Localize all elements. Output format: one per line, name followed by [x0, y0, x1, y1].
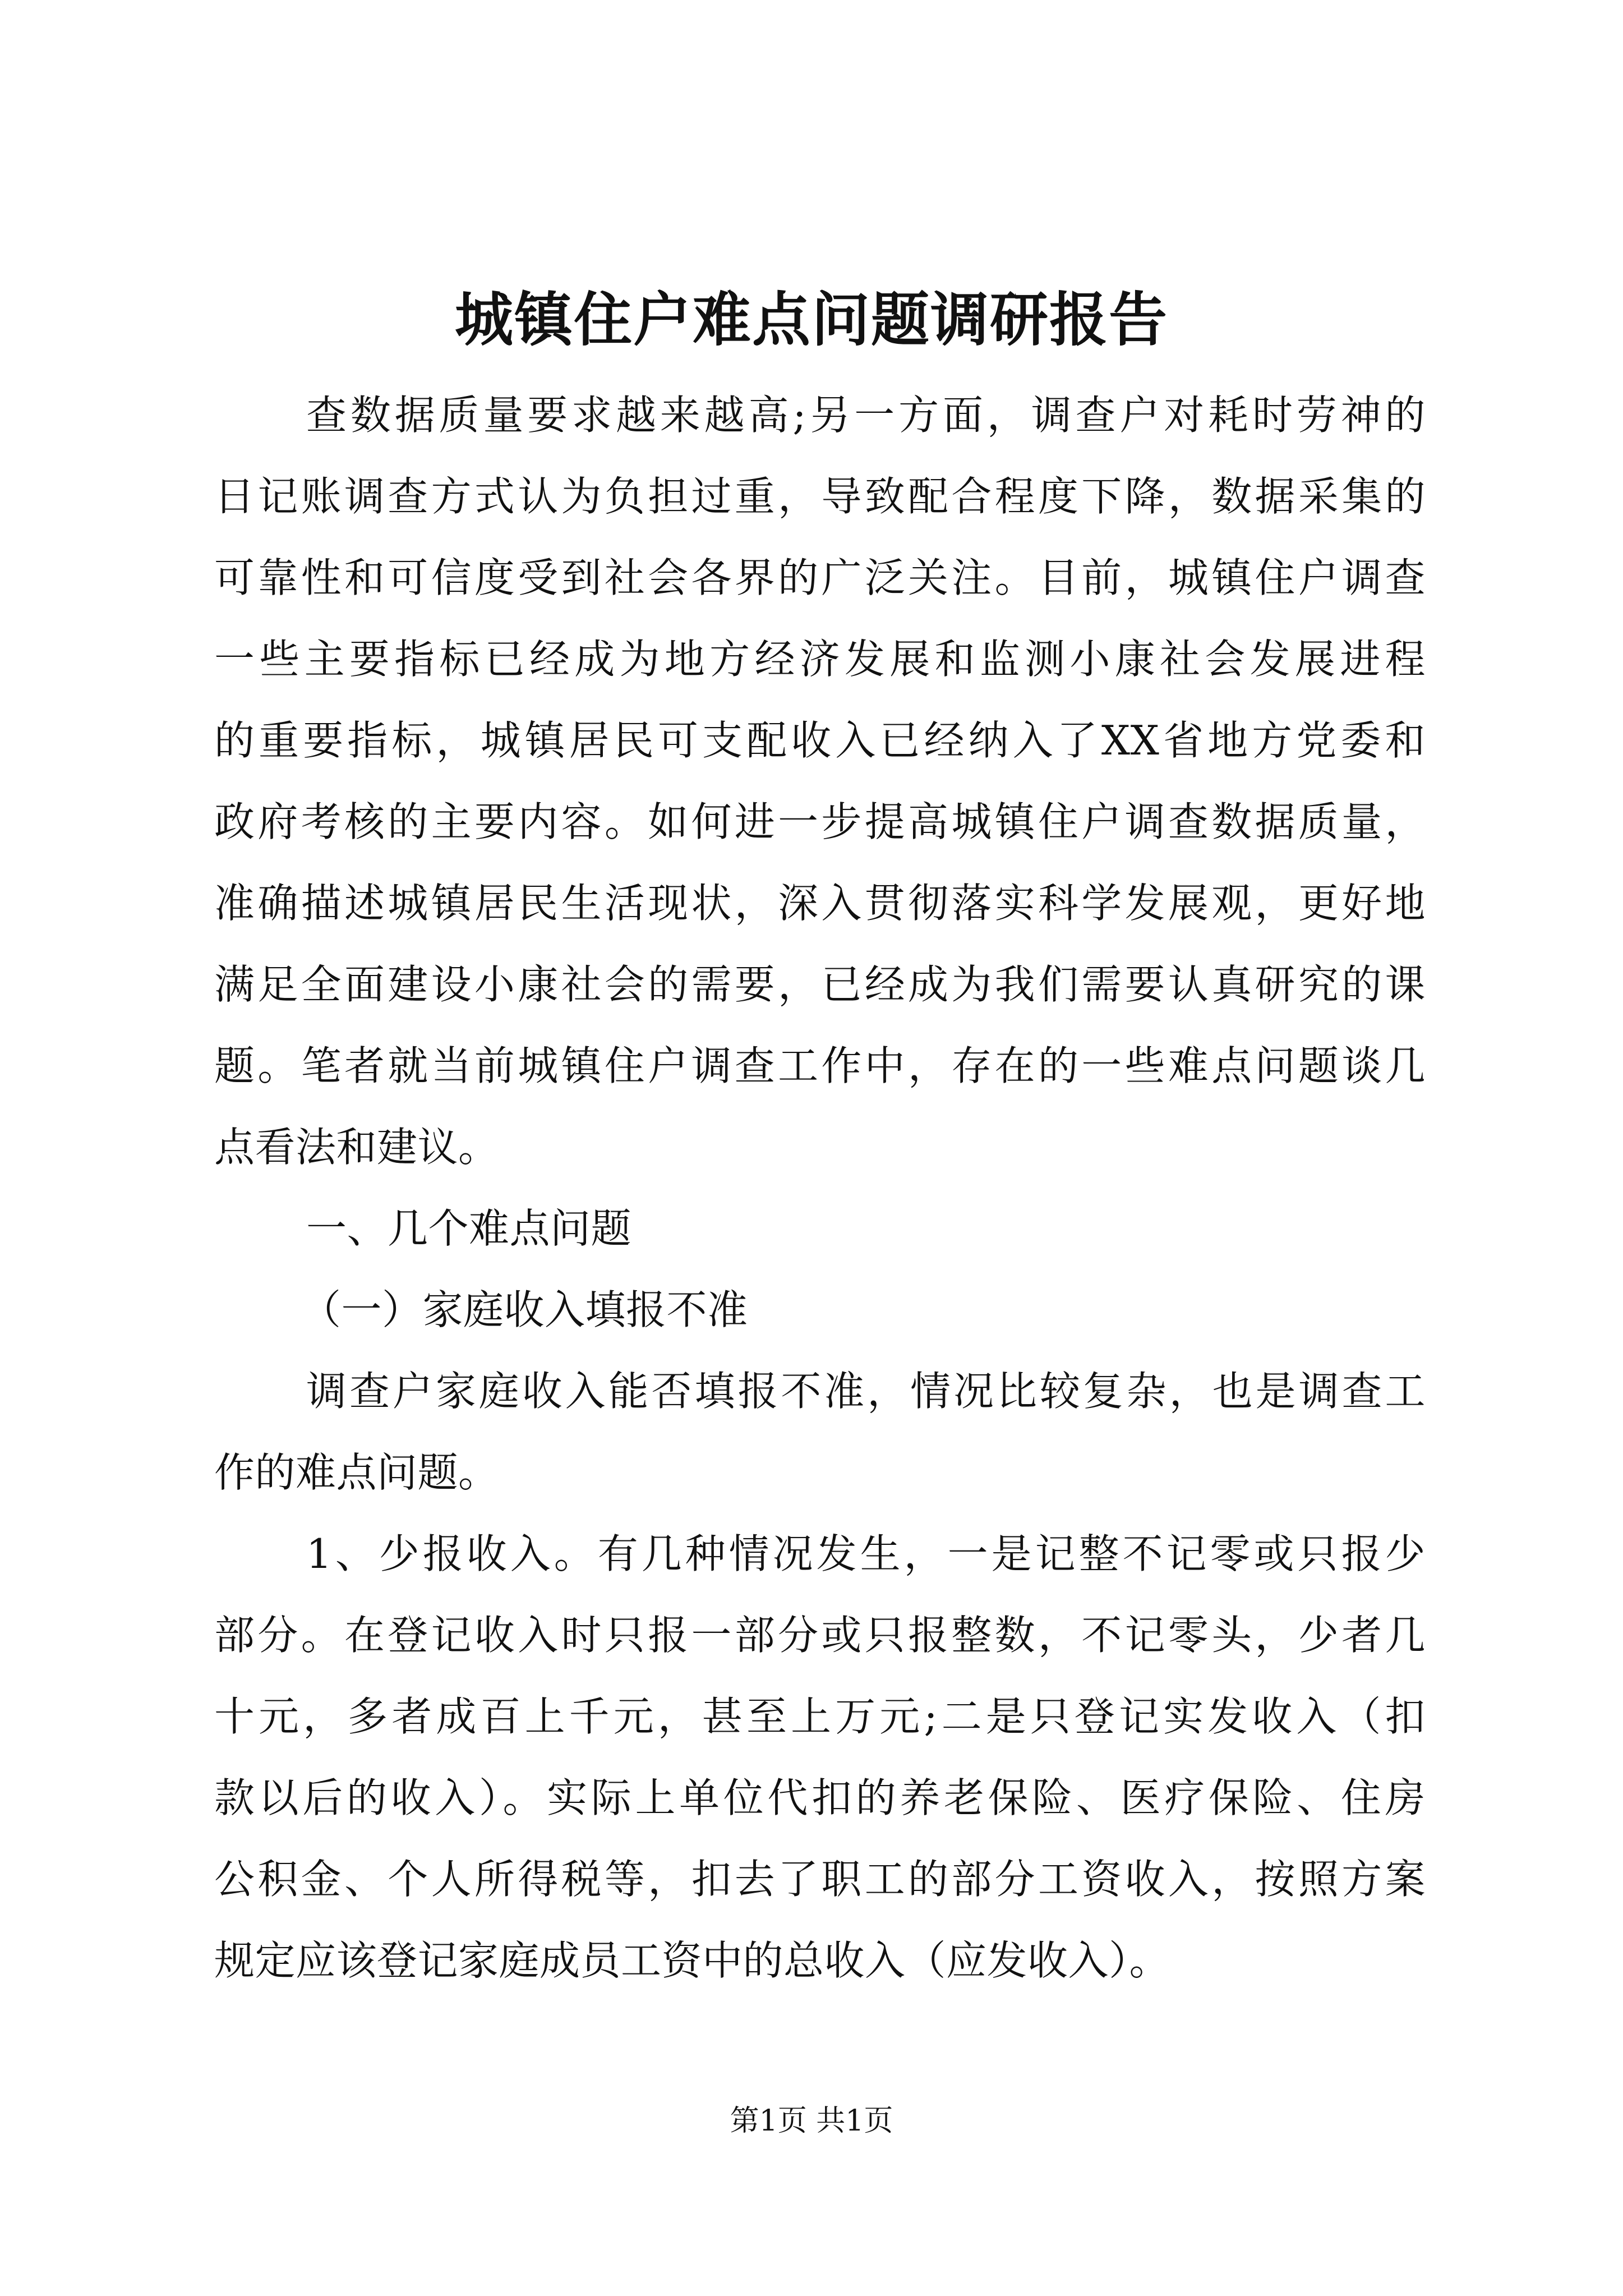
paragraph-line: 题。笔者就当前城镇住户调查工作中，存在的一些难点问题谈几	[214, 1042, 1426, 1089]
paragraph-line: 款以后的收入）。实际上单位代扣的养老保险、医疗保险、住房	[214, 1774, 1426, 1821]
paragraph-line: 政府考核的主要内容。如何进一步提高城镇住户调查数据质量，	[214, 798, 1426, 845]
paragraph-line: 准确描述城镇居民生活现状，深入贯彻落实科学发展观，更好地	[214, 880, 1426, 927]
paragraph-line: 部分。在登记收入时只报一部分或只报整数，不记零头，少者几	[214, 1612, 1426, 1659]
paragraph-line: 点看法和建议。	[214, 1124, 499, 1171]
paragraph-line: 日记账调查方式认为负担过重，导致配合程度下降，数据采集的	[214, 473, 1426, 520]
paragraph-line: 公积金、个人所得税等，扣去了职工的部分工资收入，按照方案	[214, 1856, 1426, 1903]
paragraph-line: 的重要指标，城镇居民可支配收入已经纳入了XX省地方党委和	[214, 717, 1426, 764]
paragraph-line: 规定应该登记家庭成员工资中的总收入（应发收入）。	[214, 1937, 1170, 1984]
document-title: 城镇住户难点问题调研报告	[454, 285, 1168, 354]
paragraph-line: 满足全面建设小康社会的需要，已经成为我们需要认真研究的课	[214, 961, 1426, 1008]
paragraph-line: 调查户家庭收入能否填报不准，情况比较复杂，也是调查工	[306, 1368, 1426, 1415]
section-heading: 一、几个难点问题	[306, 1205, 632, 1252]
paragraph-line: 可靠性和可信度受到社会各界的广泛关注。目前，城镇住户调查	[214, 554, 1426, 601]
paragraph-line: 查数据质量要求越来越高;另一方面，调查户对耗时劳神的	[306, 392, 1426, 439]
paragraph-line: 十元，多者成百上千元，甚至上万元;二是只登记实发收入（扣	[214, 1693, 1426, 1740]
paragraph-line: 1、少报收入。有几种情况发生，一是记整不记零或只报少	[306, 1530, 1426, 1577]
subsection-heading: （一）家庭收入填报不准	[301, 1286, 748, 1333]
page-number-footer: 第1页 共1页	[730, 2104, 893, 2138]
paragraph-line: 作的难点问题。	[214, 1449, 499, 1496]
paragraph-line: 一些主要指标已经成为地方经济发展和监测小康社会发展进程	[214, 636, 1426, 683]
